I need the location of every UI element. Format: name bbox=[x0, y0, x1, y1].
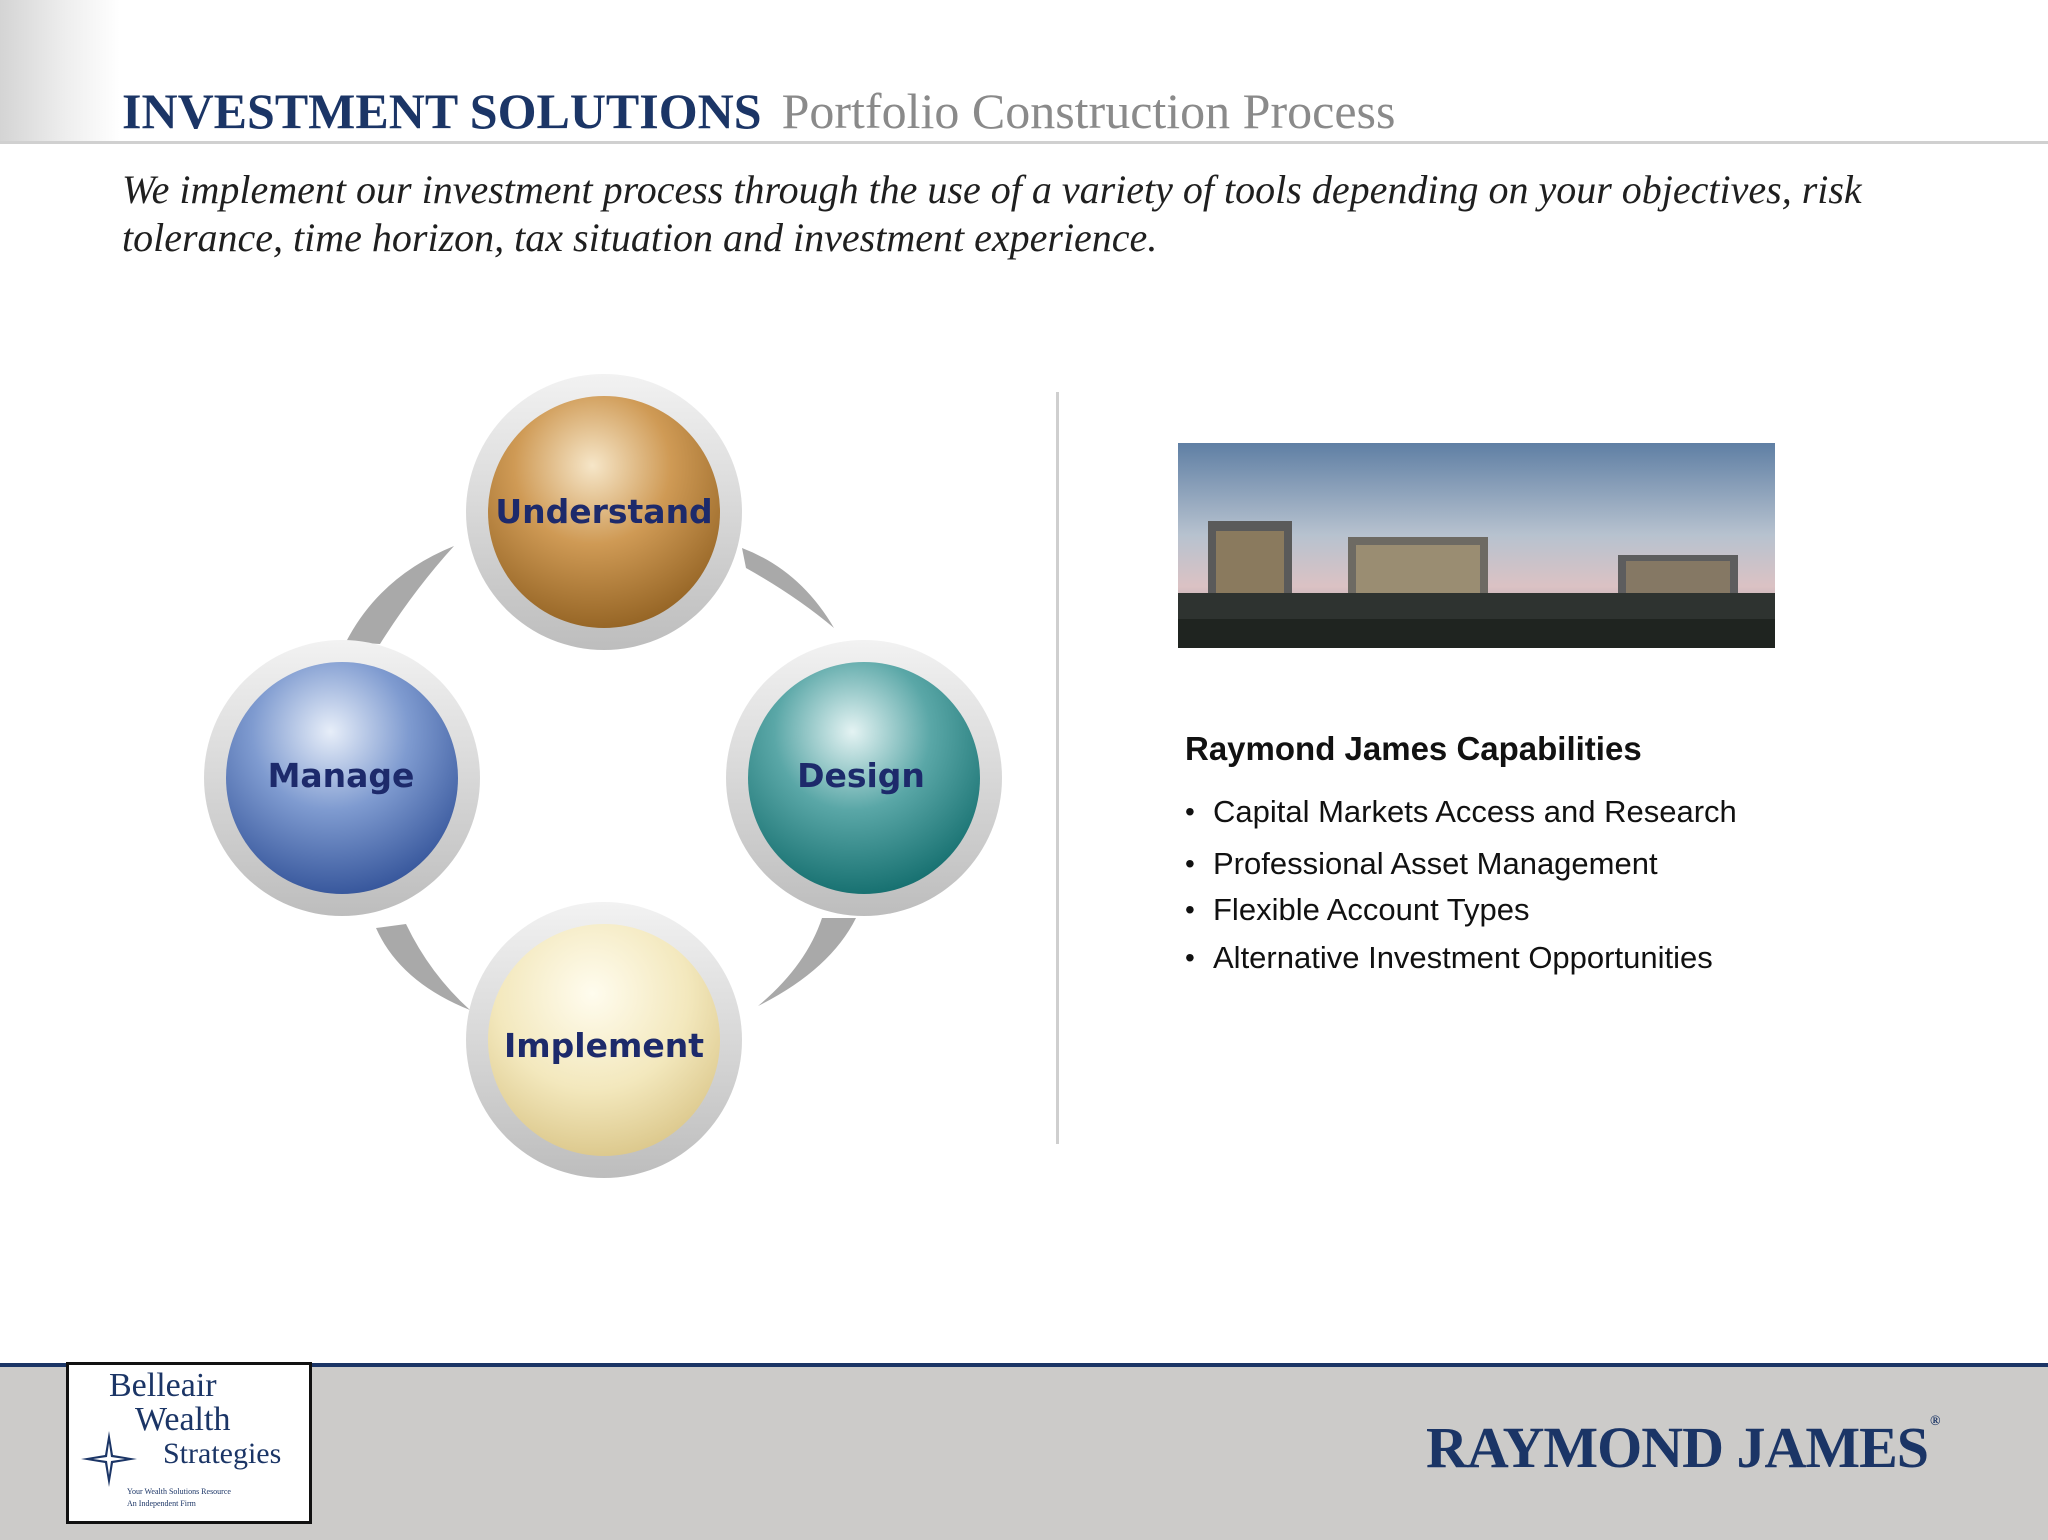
badge-line-3: Strategies bbox=[163, 1437, 282, 1470]
raymond-james-logo bbox=[1426, 1414, 1940, 1481]
list-item: • Professional Asset Management bbox=[1185, 842, 1737, 892]
capabilities-title: Raymond James Capabilities bbox=[1185, 730, 1642, 767]
title-main: INVESTMENT SOLUTIONS bbox=[122, 83, 762, 139]
belleair-logo bbox=[66, 1362, 312, 1524]
badge-line-1: Belleair bbox=[109, 1367, 217, 1404]
badge-line-2: Wealth bbox=[135, 1401, 231, 1438]
node-label-implement: Implement bbox=[503, 1026, 704, 1065]
intro-text: We implement our investment process through the use of a variety of tools depending on your objectives, risk tolerance, time horizon, tax situation and investment experience. bbox=[122, 167, 1862, 260]
node-label-understand: Understand bbox=[495, 492, 713, 531]
list-item: • Flexible Account Types bbox=[1185, 888, 1737, 938]
title-subtitle: Portfolio Construction Process bbox=[781, 83, 1396, 139]
brand-registered-mark: ® bbox=[1930, 1414, 1940, 1429]
list-item: • Alternative Investment Opportunities bbox=[1185, 936, 1737, 986]
node-label-manage: Manage bbox=[267, 756, 415, 795]
arc-connector-understand-design bbox=[742, 548, 834, 628]
badge-tagline-2: An Independent Firm bbox=[127, 1499, 196, 1508]
capabilities-list bbox=[1185, 790, 1737, 986]
arc-connector-manage-understand bbox=[346, 546, 454, 644]
badge-tagline: Your Wealth Solutions Resource bbox=[127, 1487, 231, 1496]
brand-name: RAYMOND JAMES bbox=[1426, 1415, 1929, 1480]
list-item: • Capital Markets Access and Research bbox=[1185, 790, 1737, 840]
vertical-divider bbox=[1056, 392, 1059, 1144]
node-label-design: Design bbox=[797, 756, 925, 795]
office-buildings-photo bbox=[1178, 443, 1775, 648]
compass-star-icon bbox=[79, 1429, 139, 1489]
arc-connector-design-implement bbox=[758, 918, 856, 1006]
arc-connector-implement-manage bbox=[376, 924, 470, 1010]
